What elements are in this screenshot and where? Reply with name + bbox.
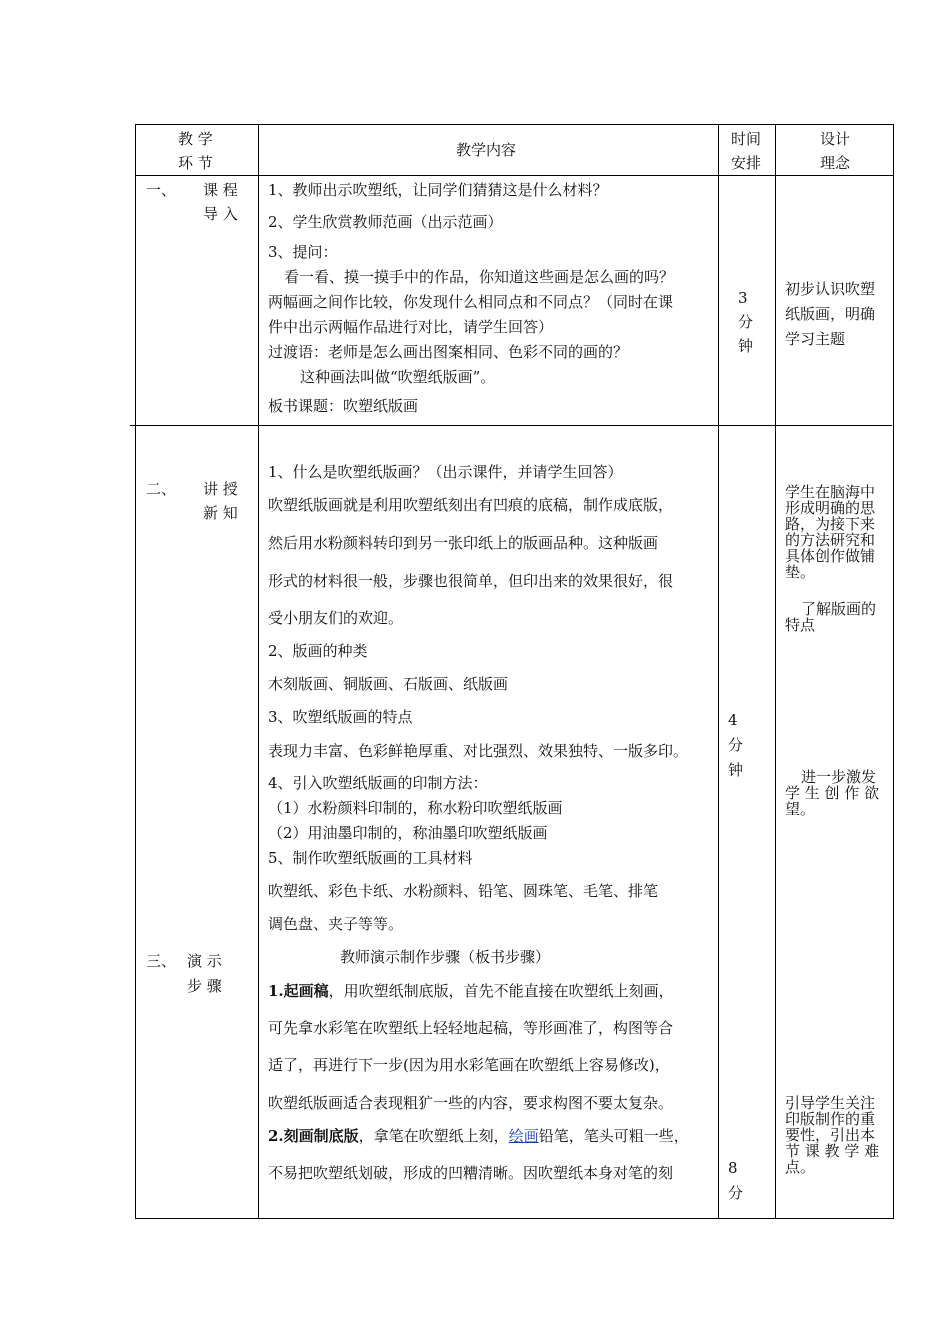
step1-line3: 适了，再进行下一步(因为用水彩笔画在吹塑纸上容易修改)，	[268, 1056, 670, 1074]
col-divider-3	[775, 124, 776, 1219]
section2-title-line1: 讲 授	[203, 480, 238, 498]
header-idea-line1: 设计	[820, 130, 851, 148]
row2-time-b2: 分	[728, 1184, 744, 1202]
row2-line4: 形式的材料很一般，步骤也很简单，但印出来的效果很好，很	[268, 572, 674, 590]
row2-line14: 吹塑纸、彩色卡纸、水粉颜料、铅笔、圆珠笔、毛笔、排笔	[268, 882, 659, 900]
row1-line8: 这种画法叫做“吹塑纸版画”。	[300, 368, 496, 386]
row2-idea-d2: 印版制作的重	[785, 1110, 876, 1128]
col-divider-2	[718, 124, 719, 1219]
header-idea-line2: 理念	[820, 154, 851, 172]
row2-idea-d5: 点。	[785, 1158, 816, 1176]
row2-idea-c1: 进一步激发	[801, 768, 877, 786]
row2-time-a2: 分	[728, 736, 744, 754]
row1-line5: 两幅画之间作比较，你发现什么相同点和不同点？（同时在课	[268, 293, 674, 311]
table-left-border	[135, 124, 136, 1219]
table-right-border	[893, 124, 894, 1219]
row2-idea-a3: 路，为接下来	[785, 515, 876, 533]
step1-heading: 1.起画稿	[268, 982, 329, 1000]
header-stage-line1: 教 学	[178, 130, 213, 148]
painting-link[interactable]: 绘画	[508, 1127, 539, 1145]
row2-line11: （1）水粉颜料印制的，称水粉印吹塑纸版画	[268, 799, 563, 817]
row2-idea-a6: 垫。	[785, 563, 816, 581]
step2-heading: 2.刻画制底版	[268, 1127, 359, 1145]
row2-line10: 4、引入吹塑纸版画的印制方法：	[268, 774, 488, 792]
row1-line7: 过渡语：老师是怎么画出图案相同、色彩不同的画的？	[268, 343, 629, 361]
step2-text-a: ，拿笔在吹塑纸上刻，	[358, 1127, 509, 1145]
section1-title-line2: 导 入	[203, 205, 238, 223]
col-divider-1	[258, 124, 259, 1219]
header-content: 教学内容	[456, 141, 517, 159]
row2-time-b1: 8	[728, 1159, 738, 1177]
step2-text-b: 铅笔，笔头可粗一些，	[538, 1127, 689, 1145]
row1-line1: 1、教师出示吹塑纸，让同学们猜猜这是什么材料？	[268, 181, 608, 199]
step1-line2: 可先拿水彩笔在吹塑纸上轻轻地起稿，等形画准了，构图等合	[268, 1019, 674, 1037]
row2-idea-a1: 学生在脑海中	[785, 483, 876, 501]
row1-idea-1: 初步认识吹塑	[785, 280, 876, 298]
row1-line9: 板书课题：吹塑纸版画	[268, 397, 419, 415]
row2-idea-d3: 要性，引出本	[785, 1126, 876, 1144]
row2-line15: 调色盘、夹子等等。	[268, 915, 404, 933]
row2-line7: 木刻版画、铜版画、石版画、纸版画	[268, 675, 509, 693]
step2-line1	[268, 1127, 689, 1145]
row2-line16: 教师演示制作步骤（板书步骤）	[340, 948, 551, 966]
row2-line12: （2）用油墨印制的，称油墨印吹塑纸版画	[268, 824, 548, 842]
header-stage-line2: 环 节	[178, 154, 213, 172]
row1-time-2: 分	[738, 313, 754, 331]
row1-bottom-border	[130, 425, 892, 426]
step2-line2: 不易把吹塑纸划破，形成的凹糟清晰。因吹塑纸本身对笔的刻	[268, 1164, 674, 1182]
row2-line8: 3、吹塑纸版画的特点	[268, 708, 413, 726]
section3-number: 三、	[146, 952, 177, 970]
step1-text: ，用吹塑纸制底版，首先不能直接在吹塑纸上刻画，	[328, 982, 674, 1000]
table-bottom-border	[135, 1218, 894, 1219]
section3-title-line1: 演 示	[187, 952, 222, 970]
row2-idea-a4: 的方法研究和	[785, 531, 876, 549]
row2-idea-a2: 形成明确的思	[785, 499, 876, 517]
section2-title-line2: 新 知	[203, 504, 238, 522]
row2-line5: 受小朋友们的欢迎。	[268, 609, 404, 627]
row2-idea-d4: 节 课 教 学 难	[785, 1142, 880, 1160]
row2-idea-c2: 学 生 创 作 欲	[785, 784, 880, 802]
step1-line4: 吹塑纸版画适合表现粗犷一些的内容，要求构图不要太复杂。	[268, 1094, 674, 1112]
row2-idea-b1: 了解版画的	[801, 600, 877, 618]
row2-line13: 5、制作吹塑纸版画的工具材料	[268, 849, 473, 867]
header-time-line1: 时间	[731, 130, 762, 148]
row2-idea-c3: 望。	[785, 800, 816, 818]
step1-line1	[268, 982, 674, 1000]
row2-idea-b2: 特点	[785, 616, 816, 634]
row2-line2: 吹塑纸版画就是利用吹塑纸刻出有凹痕的底稿，制作成底版，	[268, 496, 674, 514]
row2-line6: 2、版画的种类	[268, 642, 368, 660]
row2-idea-d1: 引导学生关注	[785, 1094, 876, 1112]
table-top-border	[135, 124, 894, 125]
header-bottom-border	[135, 175, 894, 176]
row1-line3: 3、提问：	[268, 243, 338, 261]
section1-title-line1: 课 程	[203, 181, 238, 199]
row1-time-3: 钟	[738, 337, 754, 355]
row2-line1: 1、什么是吹塑纸版画？（出示课件，并请学生回答）	[268, 463, 623, 481]
row1-line6: 件中出示两幅作品进行对比，请学生回答）	[268, 318, 554, 336]
row2-time-a3: 钟	[728, 761, 744, 779]
section2-number: 二、	[146, 480, 177, 498]
row1-line4: 看一看、摸一摸手中的作品，你知道这些画是怎么画的吗？	[284, 268, 675, 286]
row1-time-1: 3	[738, 289, 748, 307]
row2-line3: 然后用水粉颜料转印到另一张印纸上的版画品种。这种版画	[268, 534, 659, 552]
row1-idea-2: 纸版画，明确	[785, 305, 876, 323]
header-time-line2: 安排	[731, 154, 762, 172]
row2-line9: 表现力丰富、色彩鲜艳厚重、对比强烈、效果独特、一版多印。	[268, 742, 689, 760]
row2-time-a1: 4	[728, 711, 738, 729]
row1-line2: 2、学生欣赏教师范画（出示范画）	[268, 213, 503, 231]
row1-idea-3: 学习主题	[785, 330, 846, 348]
row2-idea-a5: 具体创作做铺	[785, 547, 876, 565]
section3-title-line2: 步 骤	[187, 977, 222, 995]
section1-number: 一、	[146, 181, 177, 199]
